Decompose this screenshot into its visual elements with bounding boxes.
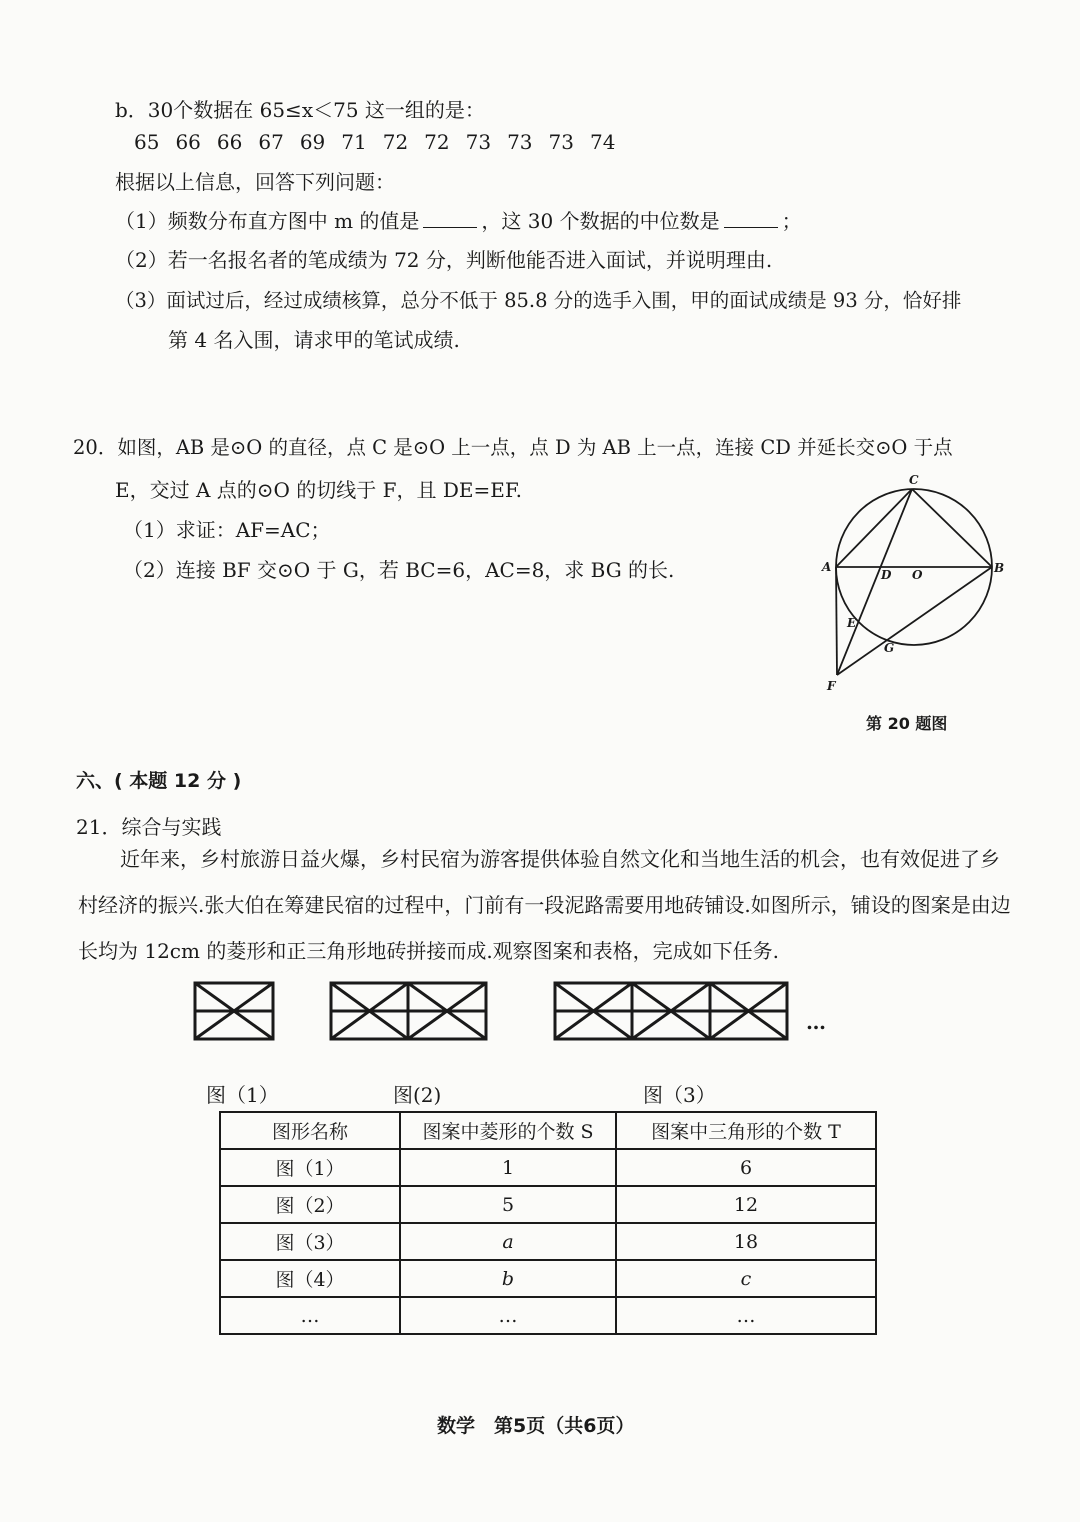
q19-intro: 根据以上信息，回答下列问题： [115,170,395,194]
value-item: 65 [134,130,160,154]
tangent-af [836,567,837,675]
table-cell: 12 [616,1186,876,1223]
value-item: 73 [465,130,492,154]
table-cell: … [220,1297,400,1334]
q19-b-values [134,130,631,154]
value-item: 72 [424,130,450,154]
table-cell: 图（1） [220,1149,400,1186]
q20-part1: （1）求证：AF=AC； [123,518,331,542]
table-cell: 图（4） [220,1260,400,1297]
q19-part2: （2）若一名报名者的笔成绩为 72 分，判断他能否进入面试，并说明理由. [115,248,773,272]
table-cell: … [616,1297,876,1334]
tile-pattern-figures [180,970,860,1080]
table-cell: b [400,1260,616,1297]
q19-part1 [115,205,802,234]
table-cell: 18 [616,1223,876,1260]
table-header-cell: 图案中菱形的个数 S [400,1112,616,1149]
table-cell: … [400,1297,616,1334]
table-row [220,1260,876,1297]
value-item: 66 [175,130,201,154]
value-item: 72 [382,130,409,154]
point-label-o: O [912,568,923,582]
page-footer: 数学 第5页（共6页） [437,1415,635,1437]
table-header-row [220,1112,876,1149]
fig-label-1: 图（1） [206,1083,279,1107]
q20-circle-figure [810,465,1020,695]
table-cell: 1 [400,1149,616,1186]
answer-blank-m[interactable] [423,227,477,228]
table-cell: 5 [400,1186,616,1223]
table-header-cell: 图形名称 [220,1112,400,1149]
segment-cf [837,489,912,675]
q20-line1: 20．如图，AB 是⊙O 的直径，点 C 是⊙O 上一点，点 D 为 AB 上一点，连接 CD 并延长交⊙O 于点 [73,436,953,459]
table-cell: 图（2） [220,1186,400,1223]
table-header-cell: 图案中三角形的个数 T [616,1112,876,1149]
value-item: 73 [507,130,533,154]
value-item: 74 [589,130,616,154]
point-label-d: D [881,568,892,582]
table-row [220,1223,876,1260]
table-cell: 图（3） [220,1223,400,1260]
point-label-c: C [909,473,919,487]
q21-table [219,1111,877,1335]
q19-part1-text-b: ，这 30 个数据的中位数是 [481,209,720,233]
q19-part3-line1: （3）面试过后，经过成绩核算，总分不低于 85.8 分的选手入围，甲的面试成绩是 93 分，恰好排 [115,289,962,312]
point-label-b: B [994,561,1005,575]
q20-part2: （2）连接 BF 交⊙O 于 G，若 BC=6，AC=8，求 BG 的长. [123,558,675,582]
section-heading: 六、( 本题 12 分 ) [76,770,242,792]
q20-figure-caption: 第 20 题图 [866,714,948,733]
tile-figure-2 [331,983,486,1039]
table-row [220,1186,876,1223]
table-row [220,1149,876,1186]
table-row [220,1297,876,1334]
table-cell: 6 [616,1149,876,1186]
value-item: 69 [299,130,326,154]
q21-paragraph: 近年来，乡村旅游日益火爆，乡村民宿为游客提供体验自然文化和当地生活的机会，也有效促进了乡村经济的振兴.张大伯在筹建民宿的过程中，门前有一段泥路需要用地砖铺设.如图所示，铺设的图案是由边长均为 12cm 的菱形和正三角形地砖拼接而成.观察图案和表格，完成如下任务. [78,847,1011,963]
table-cell: c [616,1260,876,1297]
fig-label-3: 图（3） [643,1083,716,1107]
q20-line2: E，交过 A 点的⊙O 的切线于 F，且 DE=EF. [115,478,522,502]
tile-figure-3 [555,983,787,1039]
value-item: 71 [341,130,367,154]
point-label-g: G [884,641,895,655]
table-cell: a [400,1223,616,1260]
q19-part3-line2: 第 4 名入围，请求甲的笔试成绩. [168,328,460,352]
point-label-e: E [847,616,857,630]
point-label-f: F [827,679,836,693]
fig-label-2: 图(2) [393,1083,442,1107]
pattern-ellipsis: … [806,1010,826,1034]
segment-bc [912,489,992,567]
tile-figure-1 [195,983,273,1039]
q19-part1-text-c: ； [781,209,802,233]
answer-blank-median[interactable] [724,227,778,228]
segment-bf [837,567,992,675]
value-item: 66 [216,130,243,154]
q19-b-label: b．30个数据在 65≤x＜75 这一组的是： [115,98,485,122]
value-item: 67 [258,130,284,154]
q21-title: 21．综合与实践 [76,815,222,839]
point-label-a: A [822,560,832,574]
value-item: 73 [548,130,574,154]
q19-part1-text-a: （1）频数分布直方图中 m 的值是 [115,209,420,233]
